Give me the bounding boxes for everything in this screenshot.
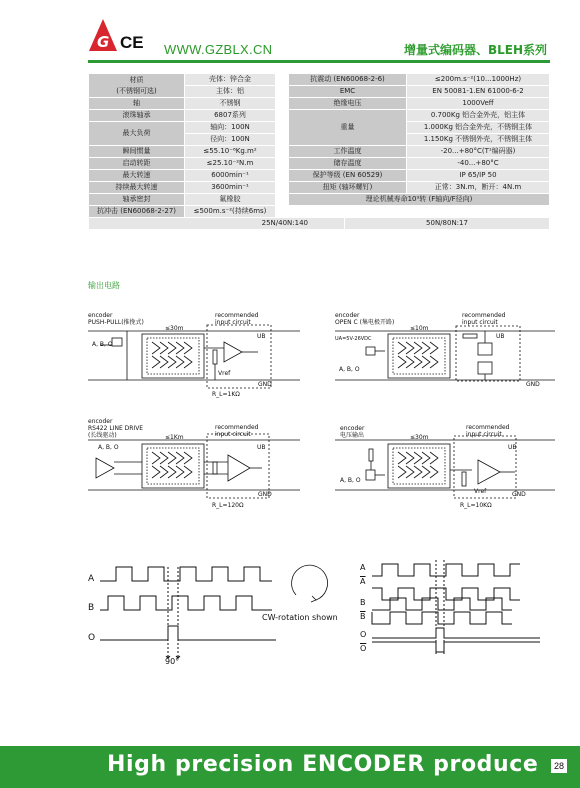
wave-label-o: O (360, 630, 367, 639)
spec-key: 持续最大转速 (89, 182, 185, 194)
c1-rec2: input circuit (215, 319, 251, 326)
c3-rec1: recommended (215, 424, 259, 431)
c2-channels: A, B, O (339, 366, 360, 373)
spec-value: 轴向：100N (185, 122, 276, 134)
wave-label-a: A (88, 574, 95, 584)
c4-ub: UB (508, 444, 517, 451)
page-number: 28 (551, 759, 567, 773)
c2-gnd: GND (526, 381, 540, 388)
c1-ub: UB (257, 333, 266, 340)
output-section-title: 输出电路 (88, 281, 120, 290)
spec-value: 25N/40N:140 (89, 218, 345, 230)
c3-rec2: input circuit (215, 431, 251, 438)
circuit-open-collector (335, 326, 555, 381)
c2-rec1: recommended (462, 312, 506, 319)
c1-encoder-label: encoder (88, 312, 113, 319)
spec-key: 材质 (不锈钢可选) (89, 74, 185, 98)
svg-text:G: G (97, 33, 110, 51)
c1-rl: R_L=1KΩ (212, 391, 240, 398)
spec-key: 轴 (89, 98, 185, 110)
c2-encoder-label: encoder (335, 312, 360, 319)
spec-value: ≤200m.s⁻²(10...1000Hz) (407, 74, 550, 86)
spec-value: ≤25.10⁻²N.m (185, 158, 276, 170)
spec-value: 径向：100N (185, 134, 276, 146)
spec-key: 绝缘电压 (289, 98, 407, 110)
waveform-left (100, 567, 276, 658)
wave-label-b: B (360, 598, 366, 607)
wave-label-o-inv: $\overline{O}$ (360, 644, 367, 653)
c3-name: RS422 LINE DRIVE (88, 425, 144, 432)
spec-key: 抗冲击 (EN60068-2-27) (89, 206, 185, 218)
c4-rec1: recommended (466, 424, 510, 431)
c3-rl: R_L=120Ω (212, 502, 244, 509)
c3-encoder-label: encoder (88, 418, 113, 425)
spec-key: 理论机械寿命10⁹转 (F轴向/F径向) (289, 194, 550, 206)
spec-key: 储存温度 (289, 158, 407, 170)
spec-key: 滚珠轴承 (89, 110, 185, 122)
wave-label-b: B (88, 603, 95, 613)
spec-key: EMC (289, 86, 407, 98)
spec-key: 重量 (289, 110, 407, 146)
spec-value: IP 65/IP 50 (407, 170, 550, 182)
c4-distance: ≤30m (410, 434, 429, 441)
spec-value: 正常：3N.m，断开：4N.m (407, 182, 550, 194)
wave-label-a: A (360, 563, 366, 572)
spec-value: 50N/80N:17 (345, 218, 550, 230)
wave-label-a-inv: $\overline{A}$ (360, 577, 366, 586)
circuit-voltage-output (335, 436, 555, 498)
spec-key: 工作温度 (289, 146, 407, 158)
c4-vref: Vref (474, 488, 487, 495)
wave-label-b-inv: $\overline{B}$ (360, 612, 366, 621)
c2-rec2: input circuit (462, 319, 498, 326)
spec-key: 最大负荷 (89, 122, 185, 146)
c1-gnd: GND (258, 381, 272, 388)
c4-name: 电压输出 (340, 432, 365, 439)
spec-key: 瞬间惯量 (89, 146, 185, 158)
c4-gnd: GND (512, 491, 526, 498)
spec-value: ≤55.10⁻⁶Kg.m² (185, 146, 276, 158)
c3-name2: (长线驱动) (88, 432, 117, 439)
spec-key: 最大转速 (89, 170, 185, 182)
c1-vref: Vref (218, 370, 231, 377)
c3-ub: UB (257, 444, 266, 451)
spec-key: 启动转距 (89, 158, 185, 170)
wave-label-o: O (88, 633, 96, 643)
c4-encoder-label: encoder (340, 425, 365, 432)
website-url[interactable]: WWW.GZBLX.CN (164, 42, 273, 57)
spec-value: 1.000Kg 铝合金外壳，不锈钢主体 (407, 122, 550, 134)
c3-distance: ≤1Km (165, 434, 184, 441)
spec-key: 抗震动 (EN60068-2-6) (289, 74, 407, 86)
rotation-label: CW-rotation shown (262, 613, 338, 622)
c2-ub: UB (496, 333, 505, 340)
c4-rec2: input circuit (466, 431, 502, 438)
c3-channels: A, B, O (98, 444, 119, 451)
ce-mark: CE (120, 33, 144, 52)
spec-value: 壳体：锌合金 (185, 74, 276, 86)
spec-value: 3600min⁻¹ (185, 182, 276, 194)
c2-name: OPEN C (集电极开路) (335, 319, 395, 326)
spec-value: -20...+80°C(T¹编码器) (407, 146, 550, 158)
spec-value: -40...+80°C (407, 158, 550, 170)
spec-value: 不锈钢 (185, 98, 276, 110)
circuit-push-pull (88, 325, 300, 388)
c2-distance: ≤10m (410, 325, 429, 332)
spec-key: 轴承密封 (89, 194, 185, 206)
phase-label: 90° (165, 657, 180, 666)
c4-rl: R_L=10KΩ (460, 502, 492, 509)
waveform-right (372, 560, 540, 654)
spec-value: 氟橡胶 (185, 194, 276, 206)
spec-value: 0.700Kg 铝合金外壳，铝主体 (407, 110, 550, 122)
footer-slogan: High precision ENCODER produce (107, 752, 539, 777)
spec-value: 1000Veff (407, 98, 550, 110)
rotation-arrow (292, 565, 328, 602)
spec-value: 6000min⁻¹ (185, 170, 276, 182)
spec-value: ≤500m.s⁻²(持续6ms) (185, 206, 276, 218)
series-title: 增量式编码器、BLEH系列 (404, 43, 548, 57)
c4-channels: A, B, O (340, 477, 361, 484)
spec-value: 1.150Kg 不锈钢外壳，不锈钢主体 (407, 134, 550, 146)
c1-distance: ≤30m (165, 325, 184, 332)
c1-channels: A, B, O (92, 341, 113, 348)
c1-name: PUSH-PULL(推挽式) (88, 319, 144, 326)
spec-value: 主体：铝 (185, 86, 276, 98)
spec-key: 保护等级 (EN 60529) (289, 170, 407, 182)
spec-value: EN 50081-1.EN 61000-6-2 (407, 86, 550, 98)
circuit-rs422 (88, 434, 300, 498)
spec-value: 6807系列 (185, 110, 276, 122)
c1-rec1: recommended (215, 312, 259, 319)
c2-ua: UA=5V-26VDC (335, 336, 372, 342)
c3-gnd: GND (258, 491, 272, 498)
spec-key: 扭矩 (轴环螺钉) (289, 182, 407, 194)
